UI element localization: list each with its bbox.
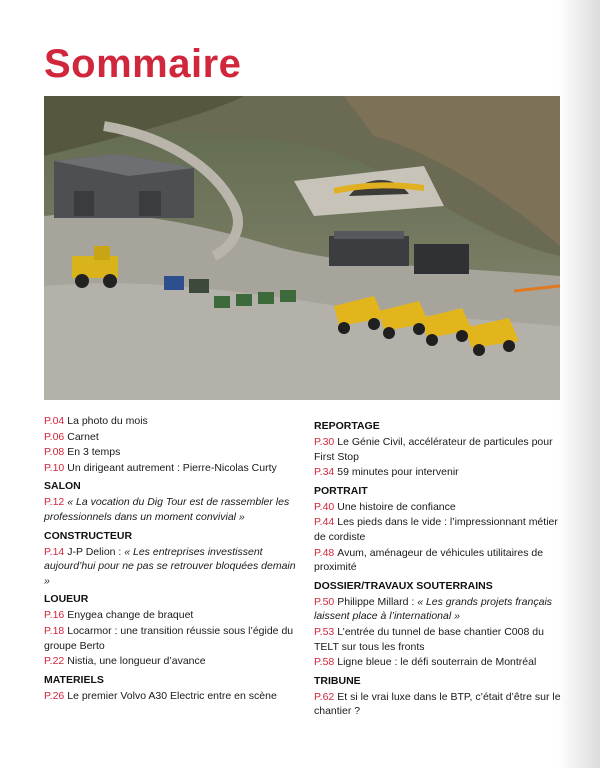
page-number: P.50 (314, 595, 335, 608)
page-number: P.06 (44, 430, 65, 443)
section-heading: SALON (44, 480, 81, 493)
page-number: P.30 (314, 436, 335, 448)
page-number: P.48 (314, 546, 335, 559)
section-heading: TRIBUNE (314, 674, 361, 687)
toc-entry[interactable] (44, 430, 299, 445)
entry-title: Les pieds dans le vide : l’impressionnant métier de cordiste (314, 516, 558, 543)
section-heading: LOUEUR (44, 593, 89, 606)
entry-prefix: Philippe Millard : (337, 595, 418, 608)
toc-group (44, 593, 299, 668)
page-number: P.34 (314, 466, 335, 479)
toc-group (44, 674, 299, 704)
page-number: P.40 (314, 500, 335, 513)
entry-title: Le premier Volvo A30 Electric entre en scène (67, 689, 277, 702)
toc-entry[interactable] (44, 608, 299, 623)
section-heading: MATERIELS (44, 673, 104, 686)
toc-entry[interactable] (314, 546, 569, 575)
toc-group (44, 530, 299, 589)
entry-title: Ligne bleue : le défi souterrain de Montréal (337, 656, 537, 669)
entry-title: 59 minutes pour intervenir (337, 466, 459, 479)
toc-entry[interactable] (314, 595, 569, 624)
entry-title: Avum, aménageur de véhicules utilitaires de proximité (314, 546, 544, 574)
toc-entry[interactable] (44, 545, 299, 589)
entry-title: « Les entreprises investissent aujourd’hui pour ne pas se retrouver bloquées demain » (44, 545, 296, 587)
toc-entry[interactable] (44, 445, 299, 460)
entry-title: Locarmor : une transition réussie sous l’égide du groupe Berto (44, 624, 294, 652)
section-heading: DOSSIER/TRAVAUX SOUTERRAINS (314, 579, 493, 592)
entry-title: Carnet (67, 430, 99, 443)
toc-entry[interactable] (44, 689, 299, 704)
entry-title: « Les grands projets français laissent place à l’international » (314, 595, 553, 623)
entry-title: Et si le vrai luxe dans le BTP, c’était d’être sur le chantier ? (314, 690, 561, 718)
page-number: P.22 (44, 655, 65, 668)
toc-entry[interactable] (44, 654, 299, 669)
page-number: P.58 (314, 656, 335, 669)
entry-title: L’entrée du tunnel de base chantier C008 du TELT sur tous les fronts (314, 625, 544, 653)
toc-entry[interactable] (44, 414, 299, 429)
entry-title: Un dirigeant autrement : Pierre-Nicolas Curty (67, 461, 277, 474)
toc-entry[interactable] (44, 624, 299, 653)
toc-left-column (44, 414, 299, 704)
entry-title: Une histoire de confiance (337, 500, 456, 513)
toc-group (314, 420, 569, 480)
page-number: P.26 (44, 689, 65, 702)
toc-entry[interactable] (314, 515, 569, 544)
page-number: P.44 (314, 516, 335, 529)
entry-title: Nistia, une longueur d’avance (67, 655, 206, 668)
page-title: Sommaire (44, 42, 242, 86)
toc-entry[interactable] (314, 690, 569, 719)
page-number: P.53 (314, 625, 335, 638)
section-heading: CONSTRUCTEUR (44, 529, 133, 542)
toc-group (44, 480, 299, 524)
entry-title: En 3 temps (67, 446, 121, 459)
toc-right-column (314, 414, 569, 720)
toc-group (44, 414, 299, 475)
toc-group (314, 485, 569, 575)
page-number: P.08 (44, 446, 65, 459)
page-number: P.16 (44, 609, 65, 622)
entry-title: Enygea change de braquet (67, 609, 194, 622)
page-number: P.62 (314, 690, 335, 703)
page-number: P.18 (44, 624, 65, 637)
toc-entry[interactable] (314, 435, 569, 464)
toc-entry[interactable] (44, 461, 299, 476)
section-heading: PORTRAIT (314, 484, 368, 497)
entry-title: La photo du mois (67, 415, 148, 427)
section-heading: REPORTAGE (314, 420, 380, 432)
toc-group (314, 580, 569, 670)
toc-entry[interactable] (314, 655, 569, 670)
cover-photo-construction-site (44, 96, 560, 400)
page-number: P.14 (44, 545, 65, 558)
toc-entry[interactable] (314, 500, 569, 515)
entry-title: Le Génie Civil, accélérateur de particules pour First Stop (314, 436, 553, 463)
toc-entry[interactable] (44, 495, 299, 524)
page-number: P.12 (44, 496, 65, 509)
toc-group (314, 675, 569, 719)
page-number: P.04 (44, 415, 65, 427)
toc-entry[interactable] (314, 625, 569, 654)
toc-entry[interactable] (314, 465, 569, 480)
page-number: P.10 (44, 461, 65, 474)
entry-prefix: J-P Delion : (67, 545, 125, 558)
entry-title: « La vocation du Dig Tour est de rassembler les professionnels dans un moment convivial » (44, 496, 290, 523)
